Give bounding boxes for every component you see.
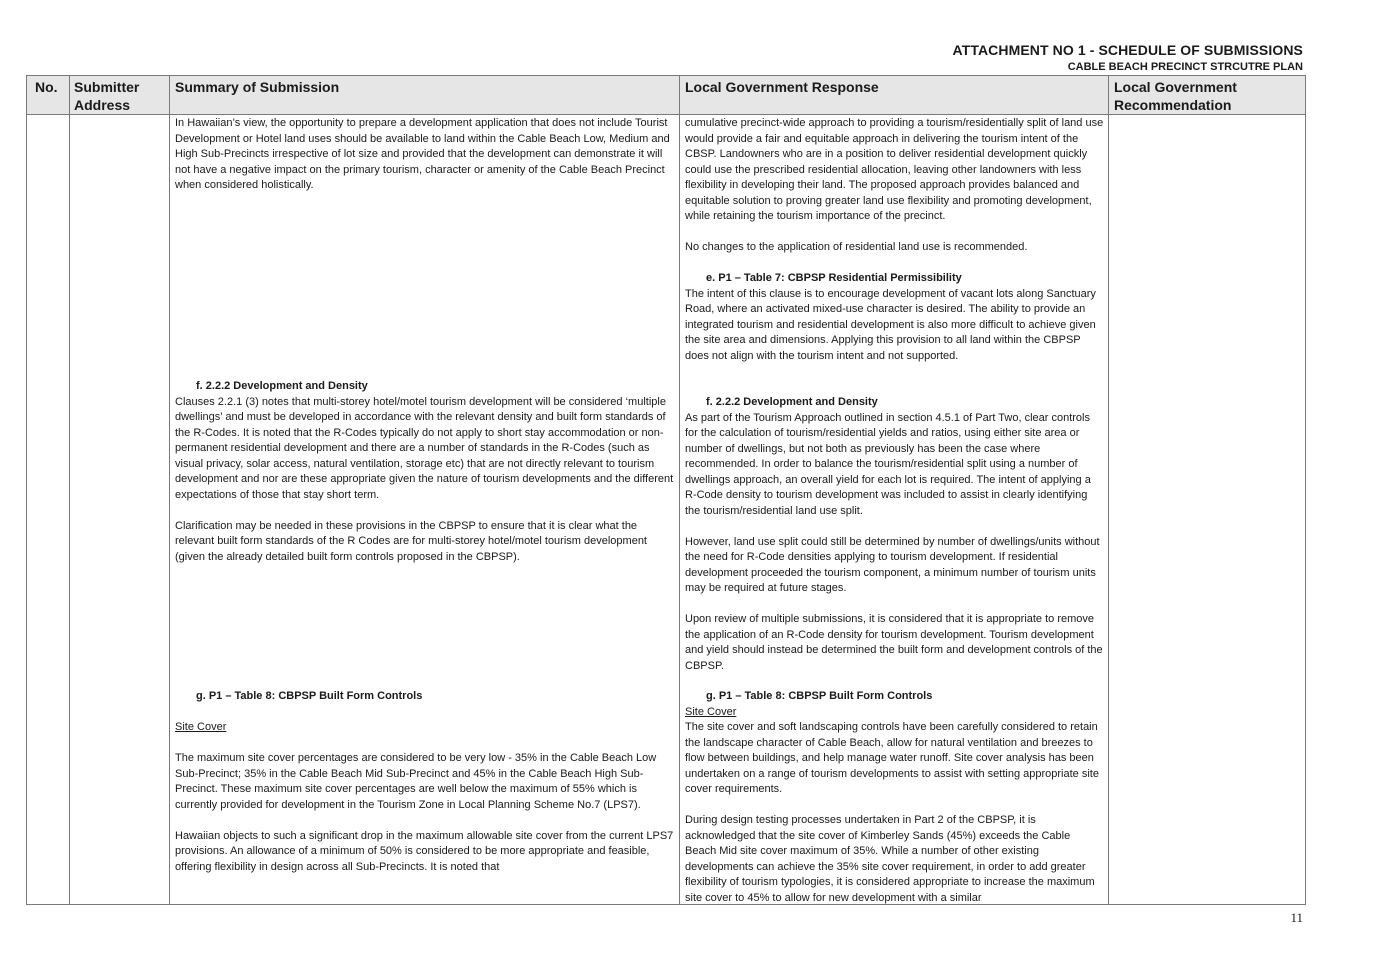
response-heading-g: g. P1 – Table 8: CBPSP Built Form Controls xyxy=(706,690,933,702)
column-divider xyxy=(169,76,170,904)
column-divider xyxy=(69,76,70,904)
response-heading-f: f. 2.2.2 Development and Density xyxy=(706,396,878,408)
submissions-table xyxy=(26,75,1306,905)
response-paragraph: However, land use split could still be determined by number of dwellings/units without the need for R-Code densities applying to tourism development. If residential development proceeded the tourism component, a minimum number of tourism units may be required at future stages. xyxy=(685,535,1100,594)
summary-site-cover-label: Site Cover xyxy=(175,721,227,733)
header-summary: Summary of Submission xyxy=(175,79,340,95)
header-submitter-line2: Address xyxy=(74,97,131,113)
summary-paragraph: The maximum site cover percentages are considered to be very low - 35% in the Cable Beach Low Sub-Precinct; 35% in the Cable Beach Mid Sub-Precinct and 45% in the Cable Beach High Sub- Precinct. These maximum site cover percentages are well below the maximum of 55% which is currently provided for development in the Tourism Zone in Local Planning Scheme No.7 (LPS7). xyxy=(175,752,657,811)
summary-paragraph: Clauses 2.2.1 (3) notes that multi-storey hotel/motel tourism development will be considered ‘multiple dwellings’ and must be developed in accordance with the relevant density and built form standards of the R-Codes. It is noted that the R-Codes typically do not apply to short stay accommodation or non-permanent residential development and there are a number of standards in the R-Codes (such as visual privacy, solar access, natural ventilation, storage etc) that are not directly relevant to tourism development and nor are these appropriate given the nature of tourism developments and the different expectations of those that stay short term. xyxy=(175,395,674,501)
response-heading-e: e. P1 – Table 7: CBPSP Residential Permissibility xyxy=(706,272,962,284)
header-no: No. xyxy=(35,79,58,95)
summary-paragraph: Hawaiian objects to such a significant drop in the maximum allowable site cover from the current LPS7 provisions. An allowance of a minimum of 50% is considered to be more appropriate and feasible, offering flexibility in design across all Sub-Precincts. It is noted that xyxy=(175,829,674,873)
document-title: ATTACHMENT NO 1 - SCHEDULE OF SUBMISSIONS xyxy=(952,42,1303,58)
response-cell-top xyxy=(685,116,1104,364)
response-cell-f xyxy=(685,395,1104,674)
column-divider xyxy=(1108,76,1109,904)
summary-cell-top xyxy=(175,116,675,194)
summary-cell-g xyxy=(175,689,675,875)
response-paragraph: The intent of this clause is to encourage development of vacant lots along Sanctuary Road, where an activated mixed-use character is desired. The ability to provide an integrated tourism and residential development is also more difficult to achieve given the site area and dimensions. Applying this provision to all land within the CBPSP does not align with the tourism intent and not supported. xyxy=(685,287,1096,362)
column-divider xyxy=(679,76,680,904)
summary-heading-g: g. P1 – Table 8: CBPSP Built Form Controls xyxy=(196,690,423,702)
response-paragraph: The site cover and soft landscaping controls have been carefully considered to retain the landscape character of Cable Beach, allow for natural ventilation and breezes to flow between buildings, and help manage water runoff. Site cover analysis has been undertaken on a range of tourism developments to assist with setting appropriate site cover requirements. xyxy=(685,721,1099,795)
response-paragraph: Upon review of multiple submissions, it is considered that it is appropriate to remove the application of an R-Code density for tourism development. Tourism development and yield should instead be determined the built form and development controls of the CBPSP. xyxy=(685,613,1103,672)
summary-paragraph: Clarification may be needed in these provisions in the CBPSP to ensure that it is clear what the relevant built form standards of the R Codes are for multi-storey hotel/motel tourism development (given the already detailed built form controls proposed in the CBPSP). xyxy=(175,519,647,563)
response-paragraph: During design testing processes undertaken in Part 2 of the CBPSP, it is acknowledged that the site cover of Kimberley Sands (45%) exceeds the Cable Beach Mid site cover maximum of 35%. While a number of other existing developments can achieve the 35% site cover requirement, in order to add greater flexibility of tourism typologies, it is considered appropriate to increase the maximum site cover to 45% to allow for new development with a similar xyxy=(685,814,1095,904)
summary-cell-f xyxy=(175,379,675,565)
header-response: Local Government Response xyxy=(685,79,879,95)
header-recommendation-line1: Local Government xyxy=(1114,79,1237,95)
response-cell-g xyxy=(685,689,1104,906)
summary-paragraph: when considered holistically. xyxy=(175,179,314,191)
header-recommendation-line2: Recommendation xyxy=(1114,97,1232,113)
header-recommendation xyxy=(1114,78,1237,114)
header-submitter-line1: Submitter xyxy=(74,79,140,95)
header-submitter xyxy=(74,78,139,114)
summary-heading-f: f. 2.2.2 Development and Density xyxy=(196,380,368,392)
summary-paragraph: In Hawaiian’s view, the opportunity to prepare a development application that does not include Tourist Development or Hotel land uses should be available to land within the Cable Beach Low, Medium and High Sub-Precincts irrespective of lot size and provided that the development can demonstrate it will not have a negative impact on the primary tourism, character or amenity of the Cable Beach Precinct xyxy=(175,117,670,176)
response-paragraph: cumulative precinct-wide approach to providing a tourism/residentially split of land use would provide a fair and equitable approach in delivering the tourism intent of the CBSP. Landowners who are in a position to deliver residential development quickly could use the prescribed residential allocation, leaving other landowners with less flexibility in developing their land. The proposed approach provides balanced and equitable solution to proving greater land use flexibility and promoting development, while retaining the tourism importance of the precinct. xyxy=(685,117,1104,222)
response-paragraph: As part of the Tourism Approach outlined in section 4.5.1 of Part Two, clear controls for the calculation of tourism/residential yields and ratios, using either site area or number of dwellings, but not both as previously has been the case where recommended. In order to balance the tourism/residential split using a number of dwellings approach, an overall yield for each lot is required. The intent of applying a R-Code density to tourism development was included to assist in clearly identifying the tourism/residential land use split. xyxy=(685,411,1091,517)
response-site-cover-label: Site Cover xyxy=(685,705,737,718)
document-subtitle: CABLE BEACH PRECINCT STRCUTRE PLAN xyxy=(1067,61,1303,73)
response-paragraph: No changes to the application of residential land use is recommended. xyxy=(685,241,1028,253)
page-number: 11 xyxy=(1290,910,1303,925)
